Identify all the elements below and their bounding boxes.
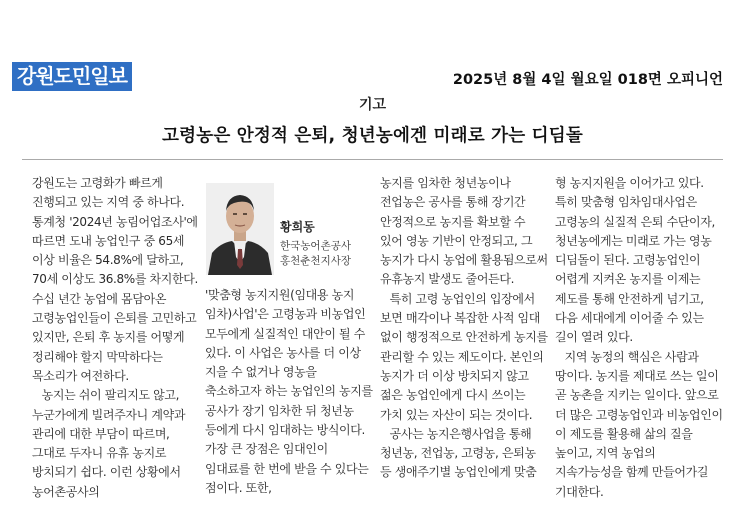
author-byline — [280, 218, 370, 269]
author-photo — [206, 183, 274, 275]
article-headline: 고령농은 안정적 은퇴, 청년농에겐 미래로 가는 디딤돌 — [162, 126, 583, 146]
paragraph: 형 농지지원을 이어가고 있다. 특히 맞춤형 임차임대사업은 고령농의 실질적 은퇴 수단이자, 청년농에게는 미래로 가는 영농 디딤돌이 된다. 고령농업인이 어렵게 지켜온 농지를 이제는 제도를 통해 안전하게 넘기고, 다음 세대에게 이어줄 수 있는 길이 열려 있다. — [555, 176, 716, 345]
paragraph: 특히 고령 농업인의 입장에서 보면 매각이나 복잡한 사적 임대 없이 행정적으로 안전하게 농지를 관리할 수 있는 제도이다. 본인의 농지가 더 이상 방치되지 않고 젊은 농업인에게 다시 쓰이는 가치 있는 자산이 되는 것이다. — [380, 291, 548, 422]
article-column-3 — [380, 174, 548, 480]
article-column-2 — [205, 286, 373, 495]
section-label: 기고 — [358, 97, 387, 113]
masthead-logo: 강원도민일보 — [12, 62, 132, 91]
article-column-1 — [32, 174, 200, 499]
paragraph: 농지를 임차한 청년농이나 전업농은 공사를 통해 장기간 안정적으로 농지를 확보할 수 있어 영농 기반이 안정되고, 그 농지가 다시 농업에 활용됨으로써 유휴농지 발생도 줄어든다. — [380, 176, 548, 287]
headline-divider — [22, 159, 723, 160]
publication-info: 2025년 8월 4일 월요일 018면 오피니언 — [452, 72, 723, 88]
author-affiliation: 한국농어촌공사 — [280, 240, 352, 252]
paragraph: 농지는 쉬이 팔리지도 않고, 누군가에게 빌려주자니 계약과 관리에 대한 부담이 따르며, 그대로 두자니 유휴 농지로 방치되기 쉽다. 이런 상황에서 농어촌공사의 — [32, 388, 186, 499]
article-column-4 — [555, 174, 723, 499]
paragraph: 공사는 농지은행사업을 통해 청년농, 전업농, 고령농, 은퇴농 등 생애주기별 농업인에게 맞춤 — [380, 426, 537, 480]
paragraph: 지역 농정의 핵심은 사람과 땅이다. 농지를 제대로 쓰는 일이 곧 농촌을 지키는 일이다. 앞으로 더 많은 고령농업인과 비농업인이 이 제도를 활용해 삶의 질을 높이고, 지역 농업의 지속가능성을 함께 만들어가길 기대한다. — [555, 349, 723, 499]
author-name: 황희동 — [280, 220, 315, 234]
paragraph: 강원도는 고령화가 빠르게 진행되고 있는 지역 중 하나다. 통계청 '2024년 농림어업조사'에 따르면 도내 농업인구 중 65세 이상 비율은 54.8%에 달하고, 70세 이상도 36.8%를 차지한다. 수십 년간 농업에 몸담아온 고령농업인들이 은퇴를 고민하고 있지만, 은퇴 후 농지를 어떻게 정리해야 할지 막막하다는 목소리가 여전하다. — [32, 176, 198, 383]
paragraph: '맞춤형 농지지원(임대용 농지 임차)사업'은 고령농과 비농업인 모두에게 실질적인 대안이 될 수 있다. 이 사업은 농사를 더 이상 지을 수 없거나 영농을 축소하고자 하는 농업인의 농지를 공사가 장기 임차한 뒤 청년농 등에게 다시 임대하는 방식이다. 가장 큰 장점은 임대인이 임대료를 한 번에 받을 수 있다는 점이다. 또한, — [205, 288, 373, 495]
author-position: 홍천춘천지사장 — [280, 255, 352, 267]
author-portrait-image — [206, 183, 274, 275]
